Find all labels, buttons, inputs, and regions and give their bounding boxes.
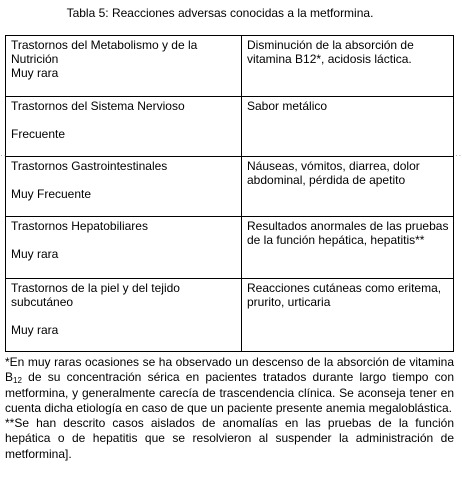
footnote-1-text-a: *En muy raras ocasiones se ha observado un descenso de la absorción de vitamina B xyxy=(5,355,454,385)
table-caption xyxy=(0,6,462,20)
frequency-label: Frecuente xyxy=(11,127,66,141)
frequency-label: Muy rara xyxy=(11,66,59,80)
reaction-text: Sabor metálico xyxy=(247,99,328,113)
caption-text: Tabla 5: Reacciones adversas conocidas a la metformina. xyxy=(66,6,374,20)
condition-label: Trastornos Hepatobiliares xyxy=(11,219,148,233)
table-row xyxy=(6,97,454,157)
reaction-cell xyxy=(242,97,454,157)
left-margin-dots: ·· xyxy=(0,151,8,160)
condition-cell xyxy=(6,217,242,279)
footnote-2 xyxy=(5,416,454,462)
reaction-text: Disminución de la absorción de vitamina B12*, acidosis láctica. xyxy=(247,38,414,66)
condition-label: Trastornos de la piel y del tejido subcutáneo xyxy=(11,281,180,309)
condition-label: Trastornos Gastrointestinales xyxy=(11,159,168,173)
right-margin-dots: ·· xyxy=(455,151,462,160)
reaction-text: Resultados anormales de las pruebas de la función hepática, hepatitis** xyxy=(247,219,449,247)
reaction-text: Náuseas, vómitos, diarrea, dolor abdominal, pérdida de apetito xyxy=(247,159,420,187)
condition-label: Trastornos del Sistema Nervioso xyxy=(11,99,185,113)
reaction-cell xyxy=(242,217,454,279)
reaction-cell xyxy=(242,279,454,352)
frequency-label: Muy rara xyxy=(11,247,59,261)
table-row xyxy=(6,36,454,97)
condition-cell xyxy=(6,36,242,97)
footnote-1-text-b: de su concentración sérica en pacientes tratados durante largo tiempo con metformina, y generalmente carecía de trascendencia clínica. Se aconseja tener en cuenta dicha etiología en caso de que un paciente presente anemia megaloblástica. xyxy=(5,370,454,415)
subscript-12: 12 xyxy=(13,376,22,386)
condition-label: Trastornos del Metabolismo y de la Nutrición xyxy=(11,38,198,66)
condition-cell xyxy=(6,279,242,352)
table-row xyxy=(6,217,454,279)
adverse-reactions-table xyxy=(5,35,454,352)
footnote-2-text: **Se han descrito casos aislados de anomalías en las pruebas de la función hepática o de hepatitis que se resolvieron al suspender la administración de metformina]. xyxy=(5,416,454,461)
condition-cell xyxy=(6,97,242,157)
reaction-cell xyxy=(242,157,454,217)
reaction-cell xyxy=(242,36,454,97)
table-row xyxy=(6,279,454,352)
frequency-label: Muy rara xyxy=(11,323,59,337)
frequency-label: Muy Frecuente xyxy=(11,187,92,201)
reaction-text: Reacciones cutáneas como eritema, prurito, urticaria xyxy=(247,281,442,309)
footnote-1 xyxy=(5,355,454,416)
table-row xyxy=(6,157,454,217)
footnotes xyxy=(5,355,454,462)
condition-cell xyxy=(6,157,242,217)
